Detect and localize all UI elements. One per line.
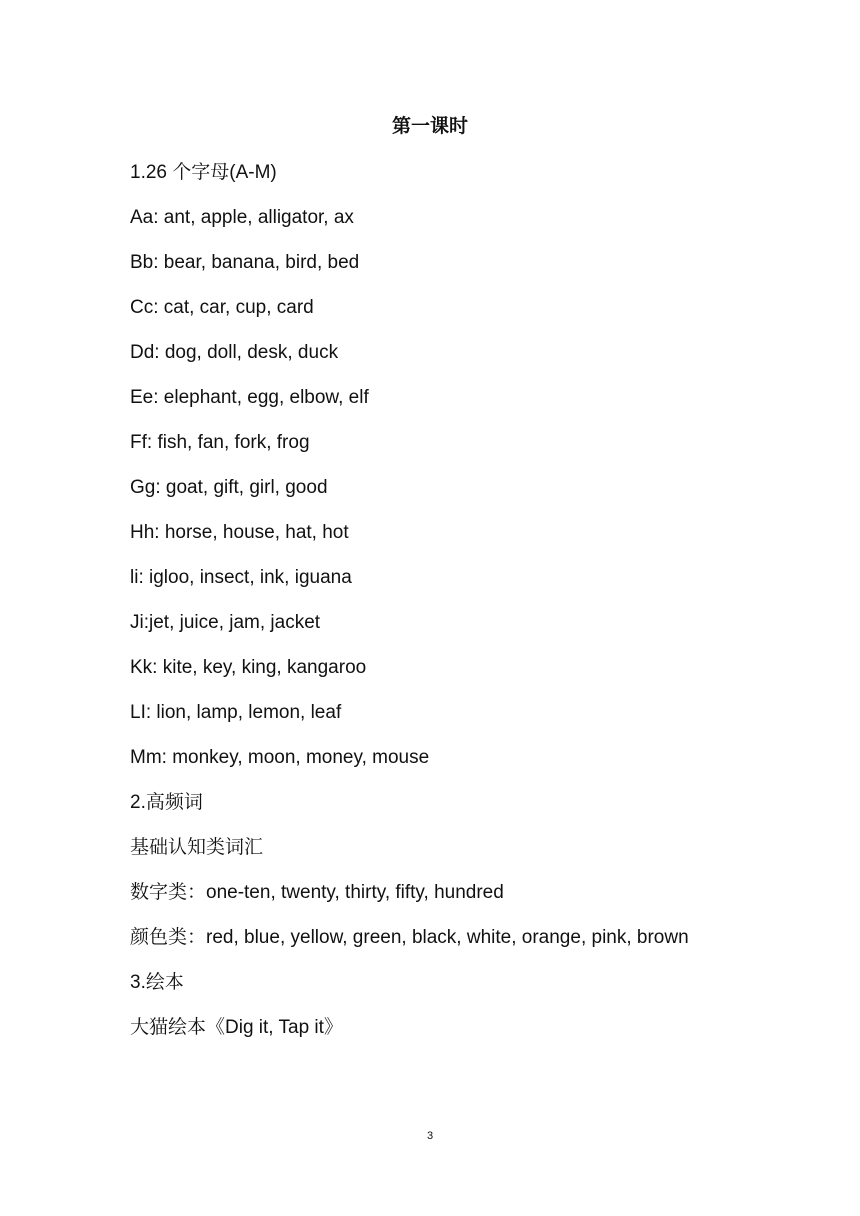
letter-line-b: Bb: bear, banana, bird, bed: [130, 252, 360, 273]
vocabulary-line-colors: 颜色类：red, blue, yellow, green, black, white, orange, pink, brown: [130, 927, 689, 948]
letter-line-a: Aa: ant, apple, alligator, ax: [130, 207, 354, 228]
letter-line-k: Kk: kite, key, king, kangaroo: [130, 657, 367, 678]
section-heading-letters: 1.26 个字母(A-M): [130, 162, 277, 183]
page-title: 第一课时: [391, 116, 468, 137]
subheading-basic-vocabulary: 基础认知类词汇: [130, 837, 264, 858]
letter-line-g: Gg: goat, gift, girl, good: [130, 477, 328, 498]
picture-book-line: 大猫绘本《Dig it, Tap it》: [130, 1017, 343, 1038]
letter-line-d: Dd: dog, doll, desk, duck: [130, 342, 339, 363]
letter-line-l: LI: lion, lamp, lemon, leaf: [130, 702, 342, 723]
vocabulary-line-numbers: 数字类：one-ten, twenty, thirty, fifty, hundred: [130, 882, 504, 903]
section-heading-picture-books: 3.绘本: [130, 972, 184, 993]
content-body: [130, 160, 810, 1060]
letter-line-e: Ee: elephant, egg, elbow, elf: [130, 387, 369, 408]
page-number: 3: [426, 1130, 434, 1142]
section-heading-high-frequency: 2.高频词: [130, 792, 203, 813]
letter-line-i: li: igloo, insect, ink, iguana: [130, 567, 352, 588]
letter-line-c: Cc: cat, car, cup, card: [130, 297, 314, 318]
letter-line-j: Ji:jet, juice, jam, jacket: [130, 612, 321, 633]
letter-line-h: Hh: horse, house, hat, hot: [130, 522, 349, 543]
letter-line-m: Mm: monkey, moon, money, mouse: [130, 747, 430, 768]
letter-line-f: Ff: fish, fan, fork, frog: [130, 432, 310, 453]
